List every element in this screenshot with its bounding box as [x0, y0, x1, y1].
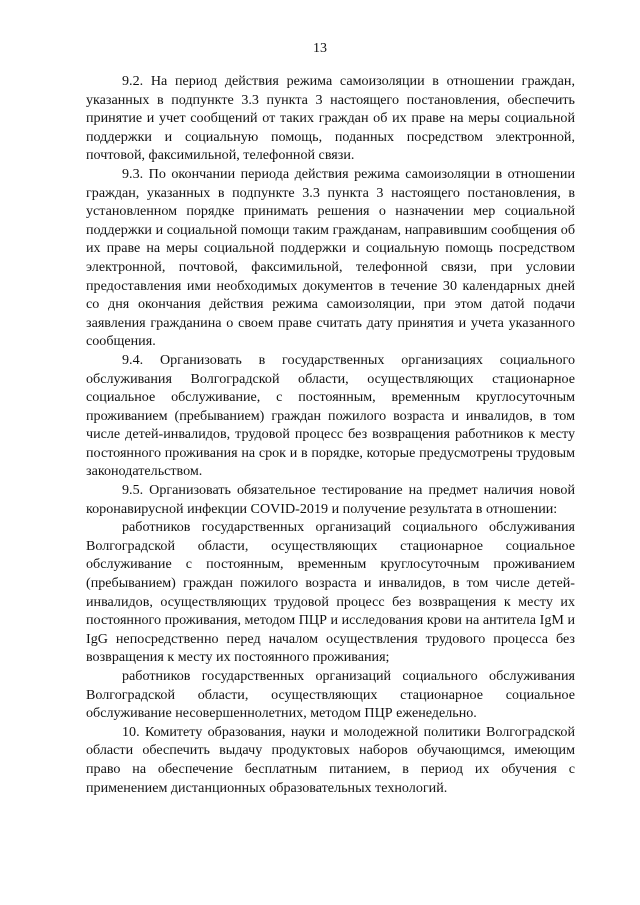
paragraph-9-5-item-1: работников государственных организаций социального обслуживания Волгоградской области, осуществляющих стационарное социальное обслуживание с постоянным, временным круглосуточным проживанием (пребыванием) граждан пожилого возраста и инвалидов, в том числе детей-инвалидов, осуществляющих трудовой процесс без возвращения к месту их постоянного проживания, методом ПЦР и исследования крови на антитела IgM и IgG непосредственно перед началом осуществления трудового процесса без возвращения к месту их постоянного проживания;: [86, 519, 575, 666]
page-number: 13: [313, 41, 327, 56]
paragraph-9-5-item-2: работников государственных организаций социального обслуживания Волгоградской области, осуществляющих стационарное социальное обслуживание несовершеннолетних, методом ПЦР еженедельно.: [86, 668, 575, 722]
paragraph-9-2: 9.2. На период действия режима самоизоляции в отношении граждан, указанных в подпункте 3.3 пункта 3 настоящего постановления, обеспечить принятие и учет сообщений от таких граждан об их праве на меры социальной поддержки и социальную помощь, поданных посредством электронной, почтовой, факсимильной, телефонной связи.: [86, 73, 575, 164]
paragraph-10: 10. Комитету образования, науки и молодежной политики Волгоградской области обеспечить выдачу продуктовых наборов обучающимся, имеющим право на обеспечение бесплатным питанием, в период их обучения с применением дистанционных образовательных технологий.: [86, 723, 575, 796]
paragraph-9-5: 9.5. Организовать обязательное тестирование на предмет наличия новой коронавирусной инфекции COVID-2019 и получение результата в отношении:: [86, 482, 575, 517]
paragraph-9-3: 9.3. По окончании периода действия режима самоизоляции в отношении граждан, указанных в подпункте 3.3 пункта 3 настоящего постановления, в установленном порядке принимать решения о назначении мер социальной поддержки и социальной помощи таким гражданам, направившим сообщения об их праве на меры социальной поддержки и социальную помощь посредством электронной, почтовой, факсимильной, телефонной связи, при условии предоставления ими необходимых документов в течение 30 календарных дней со дня окончания действия режима самоизоляции, при этом датой подачи заявления гражданина о своем праве считать дату принятия и учета указанного сообщения.: [86, 165, 575, 350]
paragraph-9-4: 9.4. Организовать в государственных организациях социального обслуживания Волгоградской области, осуществляющих стационарное социальное обслуживание, с постоянным, временным круглосуточным проживанием (пребыванием) граждан пожилого возраста и инвалидов, в том числе детей-инвалидов, трудовой процесс без возвращения работников к месту постоянного проживания на срок и в порядке, которые предусмотрены трудовым законодательством.: [86, 351, 575, 480]
document-body: [86, 72, 575, 797]
